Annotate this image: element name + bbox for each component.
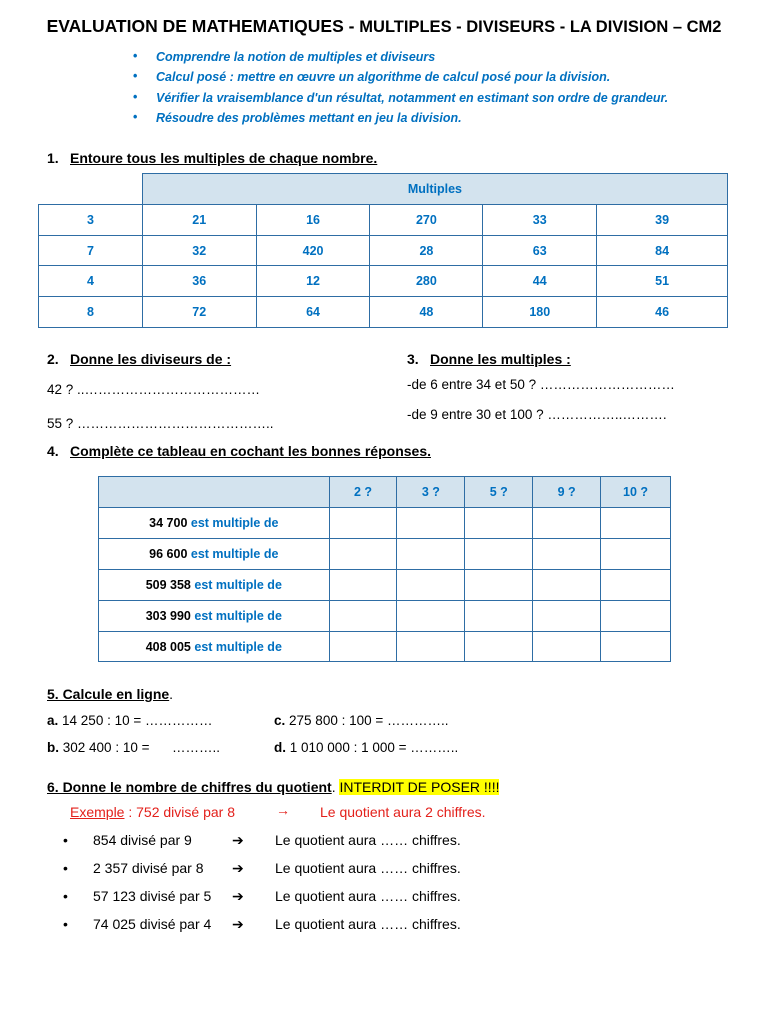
- candidate-cell[interactable]: 63: [483, 236, 597, 266]
- check-cell[interactable]: [465, 632, 533, 662]
- calc-text: 302 400 : 10 = ………..: [62, 740, 220, 755]
- row-suffix: est multiple de: [194, 609, 282, 623]
- calc-label: c.: [274, 713, 286, 728]
- arrow-icon: ➔: [232, 832, 244, 848]
- check-cell[interactable]: [601, 632, 671, 662]
- arrow-icon: ➔: [232, 916, 244, 932]
- arrow-icon: ➔: [232, 888, 244, 904]
- q5-title: 5. Calcule en ligne: [47, 686, 170, 702]
- page-title: [0, 16, 768, 37]
- check-cell[interactable]: [533, 570, 601, 601]
- candidate-cell[interactable]: 16: [256, 205, 370, 236]
- candidate-cell[interactable]: 180: [483, 297, 597, 328]
- col-header: 2 ?: [329, 477, 397, 508]
- objective-text: Vérifier la vraisemblance d'un résultat, notamment en estimant son ordre de grandeur.: [156, 91, 669, 105]
- q1-heading: [47, 150, 377, 166]
- check-cell[interactable]: [533, 601, 601, 632]
- candidate-cell[interactable]: 32: [142, 236, 256, 266]
- q3-answer-line[interactable]: -de 9 entre 30 et 100 ? ……………..……….: [407, 407, 667, 422]
- q5-period: .: [169, 686, 174, 702]
- q3-number: 3.: [407, 351, 419, 367]
- col-header: 9 ?: [533, 477, 601, 508]
- check-cell[interactable]: [329, 570, 397, 601]
- candidate-cell[interactable]: 51: [597, 266, 728, 297]
- row-number: 509 358: [145, 578, 191, 592]
- row-suffix: est multiple de: [190, 516, 279, 530]
- q4-number: 4.: [47, 443, 59, 459]
- candidate-cell[interactable]: 12: [256, 266, 370, 297]
- check-cell[interactable]: [397, 508, 465, 539]
- row-label: [99, 601, 330, 632]
- q6-warning: INTERDIT DE POSER !!!!: [339, 779, 500, 795]
- col-header: 3 ?: [397, 477, 465, 508]
- check-cell[interactable]: [397, 632, 465, 662]
- calc-text: 14 250 : 10 = ……………: [62, 713, 213, 728]
- objective-text: Résoudre des problèmes mettant en jeu la division.: [156, 111, 462, 125]
- check-cell[interactable]: [465, 508, 533, 539]
- candidate-cell[interactable]: 44: [483, 266, 597, 297]
- candidate-cell[interactable]: 84: [597, 236, 728, 266]
- title-main: EVALUATION DE MATHEMATIQUES -: [46, 16, 360, 36]
- bullet: •: [63, 860, 68, 876]
- bullet: •: [63, 888, 68, 904]
- candidate-cell[interactable]: 28: [370, 236, 483, 266]
- calc-item-b[interactable]: [47, 740, 220, 755]
- number-cell: 7: [39, 236, 143, 266]
- q2-answer-line[interactable]: 42 ? ..…………………………………: [47, 382, 261, 397]
- check-cell[interactable]: [601, 570, 671, 601]
- candidate-cell[interactable]: 33: [483, 205, 597, 236]
- calc-label: b.: [47, 740, 59, 755]
- q3-title: Donne les multiples :: [430, 351, 571, 367]
- candidate-cell[interactable]: 280: [370, 266, 483, 297]
- row-label: [99, 508, 330, 539]
- q6-title: 6. Donne le nombre de chiffres du quotient: [47, 779, 332, 795]
- candidate-cell[interactable]: 270: [370, 205, 483, 236]
- q4-heading: [47, 443, 431, 459]
- check-cell[interactable]: [397, 570, 465, 601]
- quotient-answer[interactable]: Le quotient aura …… chiffres.: [275, 888, 461, 904]
- arrow-icon: ➔: [232, 860, 244, 876]
- row-number: 96 600: [149, 547, 188, 561]
- example-arrow-icon: →: [276, 802, 290, 818]
- calc-item-a[interactable]: [47, 713, 212, 728]
- calc-label: d.: [274, 740, 286, 755]
- number-cell: 3: [39, 205, 143, 236]
- division-text: 57 123 divisé par 5: [93, 888, 212, 904]
- row-label: [99, 632, 330, 662]
- table-row: [99, 632, 671, 662]
- table-row: [39, 205, 728, 236]
- q2-answer-line[interactable]: 55 ? ……………………………………..: [47, 416, 274, 431]
- table-row: [99, 570, 671, 601]
- table-row: [39, 266, 728, 297]
- quotient-answer[interactable]: Le quotient aura …… chiffres.: [275, 860, 461, 876]
- bullet: •: [63, 832, 68, 848]
- candidate-cell[interactable]: 39: [597, 205, 728, 236]
- q2-number: 2.: [47, 351, 59, 367]
- candidate-cell[interactable]: 46: [597, 297, 728, 328]
- row-label: [99, 539, 330, 570]
- calc-text: 275 800 : 100 = …………..: [289, 713, 449, 728]
- bullet: •: [133, 49, 138, 63]
- candidate-cell[interactable]: 72: [142, 297, 256, 328]
- check-cell[interactable]: [465, 570, 533, 601]
- col-header: 10 ?: [601, 477, 671, 508]
- number-cell: 8: [39, 297, 143, 328]
- quotient-answer[interactable]: Le quotient aura …… chiffres.: [275, 916, 461, 932]
- bullet: •: [63, 916, 68, 932]
- calc-item-d[interactable]: [274, 740, 458, 755]
- check-cell[interactable]: [533, 508, 601, 539]
- multiples-table: [38, 173, 728, 328]
- number-cell: 4: [39, 266, 143, 297]
- candidate-cell[interactable]: 48: [370, 297, 483, 328]
- candidate-cell[interactable]: 36: [142, 266, 256, 297]
- check-cell[interactable]: [397, 539, 465, 570]
- q1-title: Entoure tous les multiples de chaque nombre.: [70, 150, 378, 166]
- bullet: •: [133, 110, 138, 124]
- bullet: •: [133, 69, 138, 83]
- calc-label: a.: [47, 713, 59, 728]
- row-suffix: est multiple de: [194, 578, 282, 592]
- check-cell[interactable]: [329, 632, 397, 662]
- check-cell[interactable]: [601, 601, 671, 632]
- bullet: •: [133, 90, 138, 104]
- example-label: Exemple: [70, 804, 125, 820]
- col-header: 5 ?: [465, 477, 533, 508]
- check-cell[interactable]: [601, 539, 671, 570]
- example-line: [70, 804, 235, 820]
- calc-item-c[interactable]: [274, 713, 449, 728]
- calc-text: 1 010 000 : 1 000 = ………..: [289, 740, 459, 755]
- table-row: [39, 236, 728, 266]
- check-cell[interactable]: [397, 601, 465, 632]
- candidate-cell[interactable]: 21: [142, 205, 256, 236]
- row-suffix: est multiple de: [190, 547, 279, 561]
- check-cell[interactable]: [329, 601, 397, 632]
- divisibility-table: [98, 476, 671, 662]
- row-number: 303 990: [145, 609, 191, 623]
- q4-title: Complète ce tableau en cochant les bonnes réponses.: [70, 443, 431, 459]
- q1-number: 1.: [47, 150, 59, 166]
- q2-title: Donne les diviseurs de :: [70, 351, 232, 367]
- empty-header: [99, 477, 330, 508]
- division-text: 2 357 divisé par 8: [93, 860, 204, 876]
- candidate-cell[interactable]: 64: [256, 297, 370, 328]
- q3-answer-line[interactable]: -de 6 entre 34 et 50 ? …………………………: [407, 377, 675, 392]
- check-cell[interactable]: [533, 632, 601, 662]
- q6-heading: [47, 779, 499, 795]
- multiples-header: Multiples: [142, 174, 727, 205]
- check-cell[interactable]: [329, 508, 397, 539]
- q2-heading: [47, 351, 231, 367]
- row-number: 34 700: [149, 516, 188, 530]
- check-cell[interactable]: [465, 601, 533, 632]
- empty-corner: [39, 174, 143, 205]
- division-text: 74 025 divisé par 4: [93, 916, 212, 932]
- quotient-answer[interactable]: Le quotient aura …… chiffres.: [275, 832, 461, 848]
- title-rest: MULTIPLES - DIVISEURS - LA DIVISION – CM2: [359, 18, 722, 36]
- check-cell[interactable]: [601, 508, 671, 539]
- objective-text: Comprendre la notion de multiples et diviseurs: [156, 50, 436, 64]
- q3-heading: [407, 351, 571, 367]
- check-cell[interactable]: [533, 539, 601, 570]
- check-cell[interactable]: [465, 539, 533, 570]
- table-row: [99, 508, 671, 539]
- table-row: [99, 539, 671, 570]
- q5-heading: [47, 686, 173, 702]
- objective-text: Calcul posé : mettre en œuvre un algorithme de calcul posé pour la division.: [156, 70, 611, 84]
- row-label: [99, 570, 330, 601]
- row-number: 408 005: [145, 639, 191, 654]
- table-row: [99, 601, 671, 632]
- row-suffix: est multiple de: [194, 639, 282, 654]
- example-text: : 752 divisé par 8: [124, 804, 235, 820]
- table-row: [39, 297, 728, 328]
- q6-period: .: [331, 779, 340, 795]
- check-cell[interactable]: [329, 539, 397, 570]
- division-text: 854 divisé par 9: [93, 832, 192, 848]
- example-result: Le quotient aura 2 chiffres.: [320, 804, 486, 820]
- candidate-cell[interactable]: 420: [256, 236, 370, 266]
